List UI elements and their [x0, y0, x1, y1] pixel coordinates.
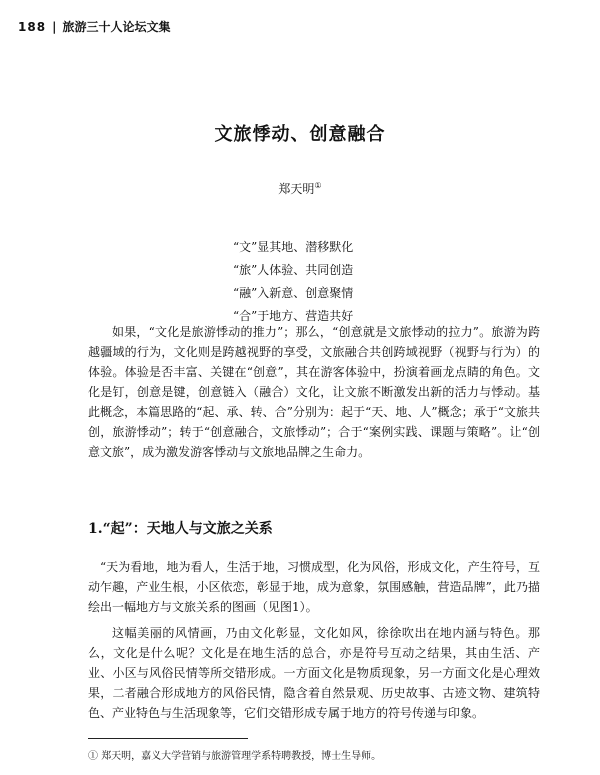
running-header — [18, 18, 170, 35]
section-paragraph-1: “天为看地，地为看人，生活于地，习惯成型，化为风俗，形成文化，产生符号，互动乍趣，产业生根，小区依恋，彰显于地，成为意象，氛围感触，营造品牌”，此乃描绘出一幅地方与文旅关系的图画（见图1）。 — [88, 560, 540, 614]
verse-line: “文”显其地、潜移默化 — [233, 240, 354, 254]
page-number: 188 — [18, 20, 47, 34]
verse-line: “旅”人体验、共同创造 — [233, 263, 354, 277]
section-heading: 1.“起”：天地人与文旅之关系 — [88, 521, 273, 537]
section-paragraph-2: 这幅美丽的风情画，乃由文化彰显，文化如风，徐徐吹出在地内涵与特色。那么，文化是什么呢？文化是在地生活的总合，亦是符号互动之结果，其由生活、产业、小区与风俗民情等所交错形成。一方面文化是物质现象，另一方面文化是心理效果，二者融合形成地方的风俗民情，隐含着自然景观、历史故事、古迹文物、建筑特色、产业特色与生活现象等，它们交错形成专属于地方的符号传递与印象。 — [88, 626, 540, 720]
book-title: 旅游三十人论坛文集 — [62, 20, 171, 34]
footnote-marker: ① — [88, 751, 98, 762]
intro-paragraph: 如果，“文化是旅游悸动的推力”；那么，“创意就是文旅悸动的拉力”。旅游为跨越疆域的行为，文化则是跨越视野的享受，文旅融合共创跨域视野（视野与行为）的体验。体验是否丰富、关键在“创意”，其在游客体验中，扮演着画龙点睛的角色。文化是钉，创意是键，创意链入（融合）文化，让文旅不断激发出新的活力与悸动。基此概念，本篇思路的“起、承、转、合”分别为：起于“天、地、人”概念；承于“文旅共创，旅游悸动”；转于“创意融合，文旅悸动”；合于“案例实践、课题与策略”。让“创意文旅”，成为激发游客悸动与文旅地品牌之生命力。 — [88, 325, 540, 459]
footnote-text: 郑天明，嘉义大学营销与旅游管理学系特聘教授，博士生导师。 — [101, 751, 382, 762]
verse-block — [233, 236, 353, 328]
footnote-divider — [88, 738, 248, 739]
article-title: 文旅悸动、创意融合 — [214, 124, 386, 145]
header-separator: | — [52, 20, 57, 34]
footnote — [88, 747, 381, 762]
author-note-mark: ① — [314, 181, 322, 190]
author-line — [0, 180, 600, 197]
verse-line: “合”于地方、营造共好 — [233, 309, 354, 323]
author-name: 郑天明 — [278, 182, 315, 196]
verse-line: “融”入新意、创意聚情 — [233, 286, 354, 300]
